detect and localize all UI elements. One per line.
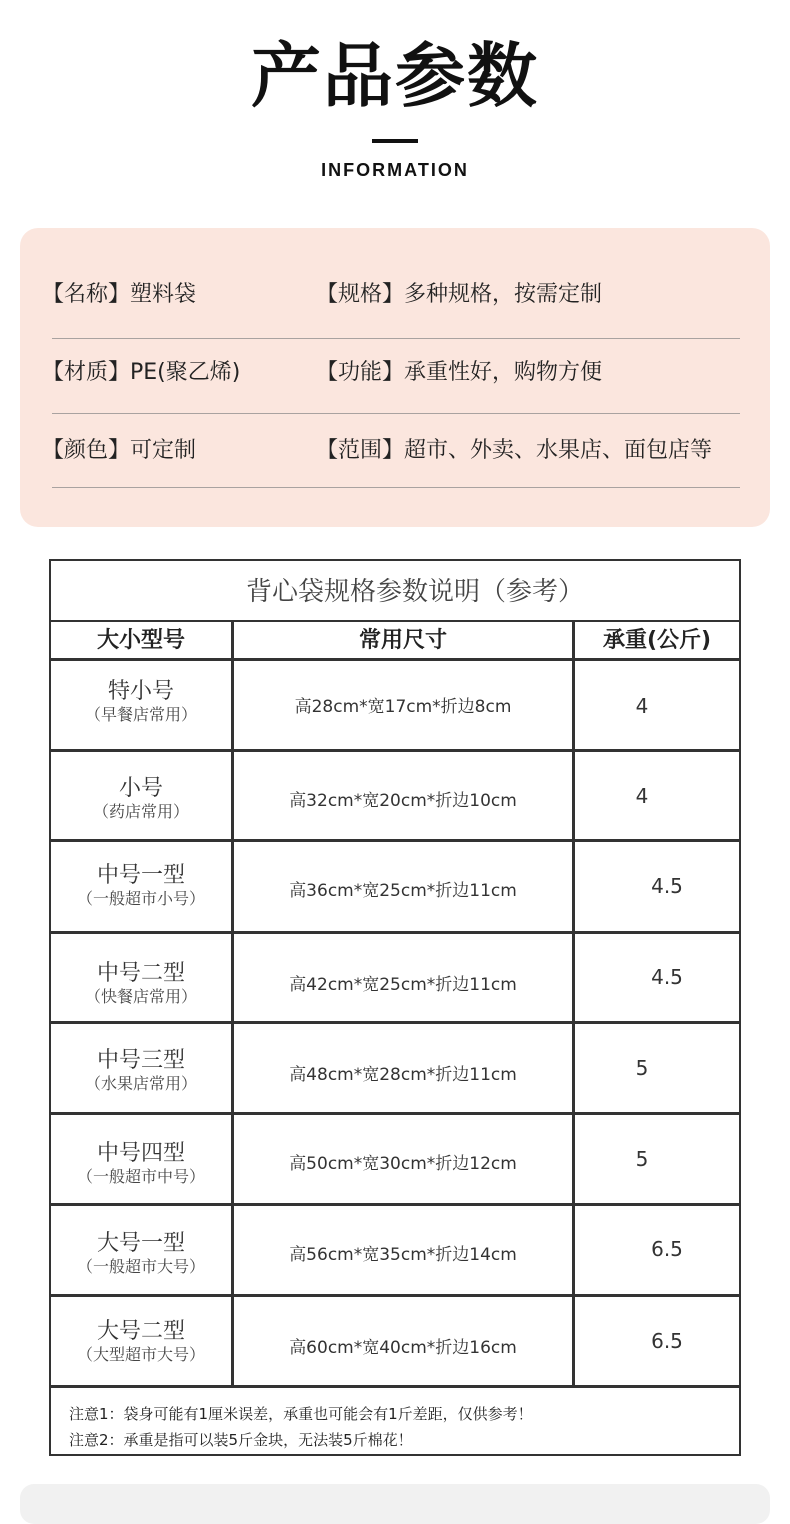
table-row-size bbox=[51, 1141, 231, 1187]
header-dimension: 常用尺寸 bbox=[358, 628, 447, 653]
size-dimension: 高50cm*宽30cm*折边12cm bbox=[289, 1154, 517, 1174]
info-scope: 【范围】超市、外卖、水果店、面包店等 bbox=[316, 438, 713, 463]
table-row-size bbox=[51, 1048, 231, 1094]
info-name: 【名称】塑料袋 bbox=[42, 282, 197, 307]
size-note: （水果店常用） bbox=[84, 1074, 197, 1093]
header-size: 大小型号 bbox=[96, 628, 185, 653]
size-note: （一般超市大号） bbox=[76, 1257, 205, 1276]
table-row-size bbox=[51, 863, 231, 909]
page-title: 产品参数 bbox=[251, 35, 539, 117]
size-load: 5 bbox=[635, 1147, 649, 1171]
size-load: 4.5 bbox=[651, 874, 683, 898]
title-underline bbox=[372, 139, 418, 143]
table-row-size bbox=[51, 679, 231, 725]
spec-table bbox=[49, 559, 741, 1456]
size-name: 大号二型 bbox=[96, 1319, 185, 1344]
size-note: （早餐店常用） bbox=[84, 705, 197, 724]
table-row-size bbox=[51, 1231, 231, 1277]
row-divider bbox=[51, 1112, 739, 1115]
size-load: 5 bbox=[635, 1056, 649, 1080]
column-divider bbox=[231, 622, 234, 1387]
row-divider bbox=[51, 1294, 739, 1297]
page-subtitle: INFORMATION bbox=[321, 160, 469, 180]
size-note: （药店常用） bbox=[92, 802, 189, 821]
size-name: 特小号 bbox=[107, 679, 174, 704]
size-dimension: 高32cm*宽20cm*折边10cm bbox=[289, 791, 517, 811]
size-name: 中号三型 bbox=[96, 1048, 185, 1073]
page-header bbox=[0, 0, 790, 200]
size-name: 中号一型 bbox=[96, 863, 185, 888]
notes bbox=[69, 1401, 533, 1453]
row-divider bbox=[51, 931, 739, 934]
table-row-size bbox=[51, 1319, 231, 1365]
row-divider bbox=[51, 658, 739, 661]
size-load: 6.5 bbox=[651, 1329, 683, 1353]
info-material: 【材质】PE(聚乙烯) bbox=[42, 360, 241, 385]
info-function: 【功能】承重性好，购物方便 bbox=[316, 360, 603, 385]
size-note: （快餐店常用） bbox=[84, 987, 197, 1006]
column-divider bbox=[572, 622, 575, 1387]
next-section-edge bbox=[20, 1484, 770, 1524]
header-load: 承重(公斤) bbox=[602, 628, 712, 653]
size-name: 中号四型 bbox=[96, 1141, 185, 1166]
size-dimension: 高28cm*宽17cm*折边8cm bbox=[294, 697, 512, 717]
note-2: 注意2：承重是指可以装5斤金块，无法装5斤棉花！ bbox=[69, 1431, 413, 1449]
size-note: （一般超市中号） bbox=[76, 1167, 205, 1186]
size-dimension: 高60cm*宽40cm*折边16cm bbox=[289, 1338, 517, 1358]
size-dimension: 高36cm*宽25cm*折边11cm bbox=[289, 881, 517, 901]
size-note: （大型超市大号） bbox=[76, 1345, 205, 1364]
product-info-card bbox=[20, 228, 770, 527]
size-dimension: 高42cm*宽25cm*折边11cm bbox=[289, 975, 517, 995]
size-load: 4 bbox=[635, 784, 649, 808]
info-spec: 【规格】多种规格，按需定制 bbox=[316, 282, 603, 307]
info-divider bbox=[52, 487, 740, 488]
row-divider bbox=[51, 1021, 739, 1024]
size-load: 4.5 bbox=[651, 965, 683, 989]
size-name: 中号二型 bbox=[96, 961, 185, 986]
table-row-size bbox=[51, 776, 231, 822]
note-1: 注意1：袋身可能有1厘米误差，承重也可能会有1斤差距，仅供参考！ bbox=[69, 1405, 533, 1423]
row-divider bbox=[51, 749, 739, 752]
size-name: 小号 bbox=[118, 776, 163, 801]
size-load: 4 bbox=[635, 694, 649, 718]
row-divider bbox=[51, 839, 739, 842]
size-dimension: 高56cm*宽35cm*折边14cm bbox=[289, 1245, 517, 1265]
size-dimension: 高48cm*宽28cm*折边11cm bbox=[289, 1065, 517, 1085]
info-color: 【颜色】可定制 bbox=[42, 438, 197, 463]
size-name: 大号一型 bbox=[96, 1231, 185, 1256]
info-divider bbox=[52, 413, 740, 414]
info-divider bbox=[52, 338, 740, 339]
row-divider bbox=[51, 1385, 739, 1388]
row-divider bbox=[51, 1203, 739, 1206]
table-row-size bbox=[51, 961, 231, 1007]
spec-table-title: 背心袋规格参数说明（参考） bbox=[51, 561, 739, 622]
size-load: 6.5 bbox=[651, 1237, 683, 1261]
size-note: （一般超市小号） bbox=[76, 889, 205, 908]
